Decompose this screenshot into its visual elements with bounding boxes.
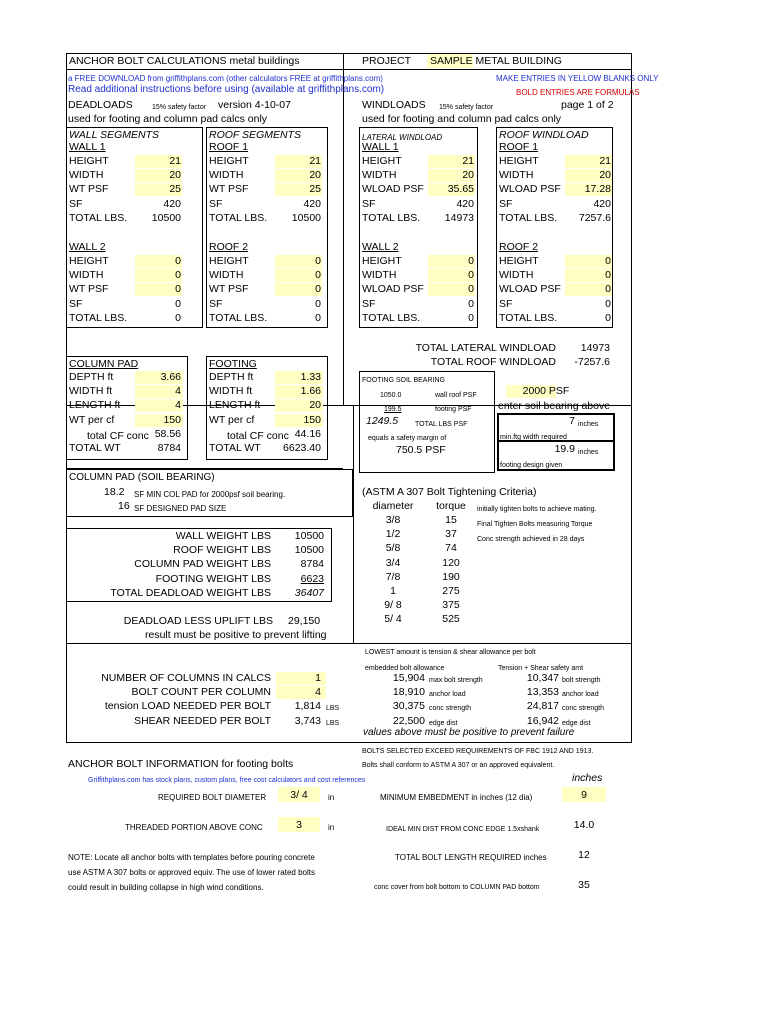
roof2-label: SF — [209, 297, 223, 310]
rw2-value[interactable]: 0 — [605, 255, 611, 267]
project-label: PROJECT — [362, 55, 412, 67]
lat2-label: HEIGHT — [362, 255, 402, 267]
safety-value: 24,817 — [526, 700, 559, 713]
lat2-value: 0 — [468, 311, 474, 324]
roof1-name: ROOF 1 — [209, 141, 249, 153]
rw1-name: ROOF 1 — [499, 141, 539, 153]
roof2-label: HEIGHT — [209, 255, 249, 267]
total-length-value: 12 — [578, 849, 590, 861]
astm-torque: 375 — [442, 599, 460, 612]
rw1-label: HEIGHT — [499, 155, 539, 167]
footing-label: DEPTH ft — [209, 371, 254, 383]
footing-label: LENGTH ft — [209, 399, 261, 412]
roof2-value: 0 — [315, 297, 321, 310]
roof1-label: TOTAL LBS. — [209, 211, 268, 224]
astm-conform-note: Bolts shall conform to ASTM A 307 or an approved equivalent. — [362, 762, 555, 769]
roof2-value: 0 — [315, 311, 321, 324]
safety-label: anchor load — [562, 691, 599, 699]
rw2-value[interactable]: 0 — [605, 269, 611, 282]
roof1-value[interactable]: 20 — [309, 169, 321, 182]
lat2-label: TOTAL LBS. — [362, 311, 421, 324]
lat2-label: WLOAD PSF — [362, 283, 424, 296]
weight-value: 36407 — [294, 586, 324, 599]
rw2-value: 0 — [605, 297, 611, 310]
astm-note3: Conc strength achieved in 28 days — [477, 536, 585, 543]
lat1-value: 420 — [456, 197, 474, 210]
astm-torque: 74 — [445, 542, 457, 555]
astm-diameter: 5/8 — [385, 542, 401, 555]
uplift-label: DEADLOAD LESS UPLIFT LBS — [123, 615, 273, 627]
wall1-name: WALL 1 — [69, 141, 106, 153]
columns-value[interactable]: 4 — [315, 686, 321, 699]
cover-value: 35 — [578, 879, 590, 891]
allowance-value: 18,910 — [392, 686, 425, 699]
footing-value[interactable]: 150 — [303, 413, 321, 426]
rw2-value: 0 — [605, 311, 611, 324]
wall1-label: WIDTH — [69, 169, 104, 182]
roof2-value[interactable]: 0 — [315, 269, 321, 282]
wall2-label: SF — [69, 297, 83, 310]
safety-label: bolt strength — [562, 677, 601, 684]
cover-label: conc cover from bolt bottom to COLUMN PAD bottom — [374, 884, 540, 891]
rw1-value: 7257.6 — [578, 211, 611, 224]
rw1-label: TOTAL LBS. — [499, 211, 558, 224]
footing-label: TOTAL WT — [209, 442, 261, 454]
rw2-label: HEIGHT — [499, 255, 539, 267]
weight-value: 10500 — [294, 544, 324, 557]
lat2-value: 0 — [468, 297, 474, 310]
uplift-note: result must be positive to prevent lifting — [145, 629, 327, 641]
version: version 4-10-07 — [218, 99, 291, 111]
columns-value: 1,814 — [294, 700, 321, 713]
safety-label: conc strength — [562, 705, 605, 713]
footing-value[interactable]: 1.66 — [300, 385, 321, 398]
col-soil-l2: SF DESIGNED PAD SIZE — [134, 504, 227, 513]
note-line3: could result in building collapse in high wind conditions. — [68, 883, 264, 892]
soil-v3: 1249.5 — [366, 415, 399, 427]
total-lateral-value: 14973 — [580, 342, 610, 354]
rw2-label: WIDTH — [499, 269, 534, 282]
rw1-value: 420 — [593, 197, 611, 210]
astm-note1: initially tighten bolts to achieve mating. — [477, 506, 597, 513]
roof2-value[interactable]: 0 — [315, 283, 321, 296]
rw2-label: SF — [499, 297, 513, 310]
column_pad-value: 58.56 — [154, 427, 181, 440]
roof1-value: 420 — [303, 197, 321, 210]
soil-margin: 750.5 PSF — [396, 444, 446, 456]
req-diam-label: REQUIRED BOLT DIAMETER — [158, 793, 267, 802]
footing-value[interactable]: 1.33 — [300, 371, 321, 383]
total-length-label: TOTAL BOLT LENGTH REQUIRED inches — [395, 853, 547, 862]
weight-label: TOTAL DEADLOAD WEIGHT LBS — [110, 586, 271, 599]
column_pad-label: LENGTH ft — [69, 399, 121, 412]
uplift-value: 29,150 — [288, 615, 321, 627]
used-for-wind: used for footing and column pad calcs only — [362, 113, 562, 125]
rw1-label: SF — [499, 197, 513, 210]
footing-value: 44.16 — [294, 427, 321, 440]
roof-segments-title: ROOF SEGMENTS — [209, 129, 301, 141]
column_pad-value: 8784 — [157, 442, 181, 454]
allowance-value: 22,500 — [392, 714, 425, 727]
footing-label: WT per cf — [209, 413, 255, 426]
lowest-warning: values above must be positive to prevent failure — [363, 727, 575, 738]
astm-torque: 525 — [442, 613, 460, 626]
wall2-value[interactable]: 0 — [175, 255, 181, 267]
lat2-value[interactable]: 0 — [468, 269, 474, 282]
soil-v2: 199.5 — [384, 406, 402, 413]
make-entries-note: MAKE ENTRIES IN YELLOW BLANKS ONLY — [496, 74, 659, 83]
astm-diameter: 1/2 — [385, 528, 401, 541]
column_pad-value[interactable]: 4 — [175, 385, 181, 398]
wall1-value[interactable]: 25 — [169, 183, 181, 196]
lat1-label: WLOAD PSF — [362, 183, 424, 196]
col-soil-title: COLUMN PAD (SOIL BEARING) — [69, 472, 215, 483]
allowance-label: max bolt strength — [429, 677, 483, 684]
lat1-label: SF — [362, 197, 376, 210]
total-roof-label: TOTAL ROOF WINDLOAD — [430, 356, 556, 368]
wall2-label: HEIGHT — [69, 255, 109, 267]
lat1-value[interactable]: 20 — [462, 169, 474, 182]
roof1-value[interactable]: 21 — [309, 155, 321, 167]
title-separator — [66, 69, 632, 70]
wall1-value[interactable]: 20 — [169, 169, 181, 182]
wall1-label: TOTAL LBS. — [69, 211, 128, 224]
lower-center-divider — [353, 405, 354, 643]
astm-diameter: 3/4 — [385, 556, 401, 569]
lowest-h2: Tension + Shear safety amt — [498, 665, 584, 672]
rw2-label: TOTAL LBS. — [499, 311, 558, 324]
soil-margin-label: equals a safety margin of — [368, 435, 447, 442]
used-for-dead: used for footing and column pad calcs only — [68, 113, 268, 125]
design-value: 19.9 — [554, 443, 575, 455]
req-diam-input[interactable]: 3/ 4 — [290, 789, 308, 801]
wall2-value: 0 — [175, 297, 181, 310]
soil-l3: TOTAL LBS PSF — [415, 421, 468, 428]
columns-value: 3,743 — [294, 714, 321, 727]
fbc-note: BOLTS SELECTED EXCEED REQUIREMENTS OF FBC 1912 AND 1913. — [362, 748, 594, 755]
min-ftg-value: 7 — [569, 415, 575, 427]
wall2-label: TOTAL LBS. — [69, 311, 128, 324]
roof1-label: SF — [209, 197, 223, 210]
roof-windload-title: ROOF WINDLOAD — [499, 129, 589, 141]
roof1-value: 10500 — [291, 211, 321, 224]
ideal-value: 14.0 — [573, 819, 595, 831]
rw1-value[interactable]: 17.28 — [584, 183, 611, 196]
footing-value: 6623.40 — [283, 442, 321, 454]
astm-diameter: 5/ 4 — [384, 613, 402, 626]
min-emb-value: 9 — [581, 789, 587, 801]
footing-title: FOOTING — [209, 358, 257, 370]
column_pad-value[interactable]: 4 — [175, 399, 181, 412]
astm-torque: 120 — [442, 556, 460, 569]
astm-diameter-head: diameter — [372, 500, 414, 512]
astm-torque-head: torque — [436, 500, 466, 512]
weight-label: FOOTING WEIGHT LBS — [155, 572, 271, 585]
column_pad-label: DEPTH ft — [69, 371, 114, 383]
lat2-value[interactable]: 0 — [468, 283, 474, 296]
roof2-name: ROOF 2 — [209, 241, 249, 253]
astm-torque: 15 — [445, 514, 457, 526]
wall2-label: WIDTH — [69, 269, 104, 282]
griffith-link[interactable]: Griffithplans.com has stock plans, custom plans, free cost calculators and cost references — [88, 777, 366, 784]
footing-value[interactable]: 20 — [309, 399, 321, 412]
calculation-sheet — [66, 53, 659, 743]
roof1-label: HEIGHT — [209, 155, 249, 167]
anchor-info-title: ANCHOR BOLT INFORMATION for footing bolts — [68, 758, 294, 770]
weight-value: 10500 — [294, 530, 324, 542]
roof2-label: TOTAL LBS. — [209, 311, 268, 324]
allowance-label: edge dist — [429, 719, 458, 727]
astm-diameter: 1 — [390, 585, 396, 597]
footing-label: WIDTH ft — [209, 385, 253, 398]
astm-torque: 190 — [442, 570, 460, 583]
roof1-value[interactable]: 25 — [309, 183, 321, 196]
free-download-note[interactable]: a FREE DOWNLOAD from griffithplans.com (other calculators FREE at griffithplans.com) — [68, 74, 383, 83]
columns-unit: LBS — [326, 705, 340, 713]
lat1-value: 14973 — [444, 211, 474, 224]
windloads-heading: WINDLOADS — [362, 99, 426, 111]
thread-unit: in — [328, 823, 335, 832]
astm-torque: 37 — [445, 528, 457, 541]
wall1-label: SF — [69, 197, 83, 210]
wall1-label: WT PSF — [69, 183, 109, 196]
lat1-name: WALL 1 — [362, 141, 399, 153]
weight-label: ROOF WEIGHT LBS — [173, 544, 271, 557]
wall2-name: WALL 2 — [69, 241, 106, 253]
astm-title: (ASTM A 307 Bolt Tightening Criteria) — [362, 486, 537, 498]
soil-l2: footing PSF — [435, 406, 472, 413]
min-ftg-label: min.ftg width required — [500, 434, 567, 441]
rw1-label: WIDTH — [499, 169, 534, 182]
rw2-label: WLOAD PSF — [499, 283, 561, 296]
weight-label: COLUMN PAD WEIGHT LBS — [134, 558, 271, 571]
wall1-value: 10500 — [151, 211, 181, 224]
inches-head: inches — [572, 772, 603, 784]
lat1-label: TOTAL LBS. — [362, 211, 421, 224]
safety-factor-wind: 15% safety factor — [439, 104, 494, 111]
safety-value: 10,347 — [526, 672, 559, 684]
safety-value: 16,942 — [526, 714, 559, 727]
enter-soil-note: enter soil bearing above — [498, 400, 611, 412]
lat1-label: HEIGHT — [362, 155, 402, 167]
min-emb-label: MINIMUM EMBEDMENT in inches (12 dia) — [380, 793, 533, 802]
soil-v1: 1050.0 — [380, 392, 402, 399]
lowest-h1: embedded bolt allowance — [365, 665, 445, 672]
column_pad-value[interactable]: 150 — [163, 413, 181, 426]
ideal-label: IDEAL MIN DIST FROM CONC EDGE 1.5xshank — [386, 826, 540, 833]
col-soil-v1: 18.2 — [104, 486, 125, 498]
soil-bearing-input[interactable]: 2000 PSF — [522, 385, 570, 397]
soil-l1: wall roof PSF — [435, 392, 477, 399]
wall1-value[interactable]: 21 — [169, 155, 181, 167]
columns-label: NUMBER OF COLUMNS IN CALCS — [101, 672, 271, 684]
columns-label: BOLT COUNT PER COLUMN — [131, 686, 271, 699]
design-unit: inches — [578, 449, 599, 456]
rw1-label: WLOAD PSF — [499, 183, 561, 196]
lowest-bottom — [353, 643, 632, 644]
lat1-value[interactable]: 35.65 — [447, 183, 474, 196]
deadloads-heading: DEADLOADS — [68, 99, 133, 111]
bold-entries-note: BOLD ENTRIES ARE FORMULAS — [516, 88, 640, 97]
design-label: footing design given — [500, 462, 563, 469]
roof2-label: WT PSF — [209, 283, 249, 296]
safety-value: 13,353 — [526, 686, 559, 699]
rw1-value[interactable]: 20 — [599, 169, 611, 182]
total-lateral-label: TOTAL LATERAL WINDLOAD — [415, 342, 556, 354]
col-soil-l1: SF MIN COL PAD for 2000psf soil bearing. — [134, 490, 286, 499]
note-line1: NOTE: Locate all anchor bolts with templates before pouring concrete — [68, 853, 315, 862]
rw2-value[interactable]: 0 — [605, 283, 611, 296]
astm-note2: Final Tighten Bolts measuring Torque — [477, 521, 593, 528]
columns-label: tension LOAD NEEDED PER BOLT — [104, 700, 271, 713]
center-divider — [343, 53, 344, 405]
min-ftg-unit: inches — [578, 421, 599, 428]
column_pad-value[interactable]: 3.66 — [160, 371, 181, 383]
weight-value: 8784 — [300, 558, 324, 571]
columns-label: SHEAR NEEDED PER BOLT — [134, 714, 271, 727]
roof2-value[interactable]: 0 — [315, 255, 321, 267]
safety-factor-dead: 15% safety factor — [152, 104, 207, 111]
allowance-label: conc strength — [429, 705, 472, 713]
lat2-label: WIDTH — [362, 269, 397, 282]
columns-value[interactable]: 1 — [315, 672, 321, 684]
wall2-label: WT PSF — [69, 283, 109, 296]
column_pad-label: WT per cf — [69, 413, 115, 426]
lat2-name: WALL 2 — [362, 241, 399, 253]
column_pad-label: TOTAL WT — [69, 442, 121, 454]
column-pad-title: COLUMN PAD — [69, 358, 139, 370]
allowance-value: 15,904 — [392, 672, 425, 684]
page-number: page 1 of 2 — [561, 99, 614, 111]
lat1-label: WIDTH — [362, 169, 397, 182]
col-soil-v2: 16 — [118, 500, 130, 512]
project-name[interactable]: SAMPLE METAL BUILDING — [430, 55, 562, 67]
footing-label: total CF conc — [227, 429, 289, 442]
astm-torque: 275 — [442, 585, 460, 597]
lat2-label: SF — [362, 297, 376, 310]
read-instructions-link[interactable]: Read additional instructions before using (available at griffithplans.com) — [68, 84, 385, 95]
lateral-windload-title: LATERAL WINDLOAD — [362, 133, 443, 142]
allowance-label: anchor load — [429, 691, 466, 699]
wall1-value: 420 — [163, 197, 181, 210]
wall2-value: 0 — [175, 311, 181, 324]
note-line2: use ASTM A 307 bolts or approved equiv. The use of lower rated bolts — [68, 868, 315, 877]
column_pad-label: total CF conc — [87, 429, 149, 442]
thread-input[interactable]: 3 — [296, 819, 302, 831]
column_pad-label: WIDTH ft — [69, 385, 113, 398]
soil-bearing-title: FOOTING SOIL BEARING — [362, 377, 445, 384]
lat2-value[interactable]: 0 — [468, 255, 474, 267]
wall1-label: HEIGHT — [69, 155, 109, 167]
astm-diameter: 7/8 — [385, 570, 401, 583]
roof1-label: WT PSF — [209, 183, 249, 196]
weight-label: WALL WEIGHT LBS — [175, 530, 271, 542]
wall2-value[interactable]: 0 — [175, 283, 181, 296]
wall2-value[interactable]: 0 — [175, 269, 181, 282]
safety-label: edge dist — [562, 719, 591, 727]
lowest-title: LOWEST amount is tension & shear allowance per bolt — [365, 649, 536, 656]
allowance-value: 30,375 — [392, 700, 425, 713]
rw2-name: ROOF 2 — [499, 241, 539, 253]
rw1-value[interactable]: 21 — [599, 155, 611, 167]
weight-value: 6623 — [300, 572, 324, 585]
title: ANCHOR BOLT CALCULATIONS metal buildings — [69, 55, 300, 67]
wall-segments-title: WALL SEGMENTS — [69, 129, 160, 141]
astm-diameter: 9/ 8 — [384, 599, 402, 612]
columns-unit: LBS — [326, 719, 340, 727]
thread-label: THREADED PORTION ABOVE CONC — [125, 823, 263, 832]
req-diam-unit: in — [328, 793, 335, 802]
roof2-label: WIDTH — [209, 269, 244, 282]
roof1-label: WIDTH — [209, 169, 244, 182]
astm-diameter: 3/8 — [385, 514, 401, 526]
total-roof-value: -7257.6 — [574, 356, 610, 368]
lat1-value[interactable]: 21 — [462, 155, 474, 167]
